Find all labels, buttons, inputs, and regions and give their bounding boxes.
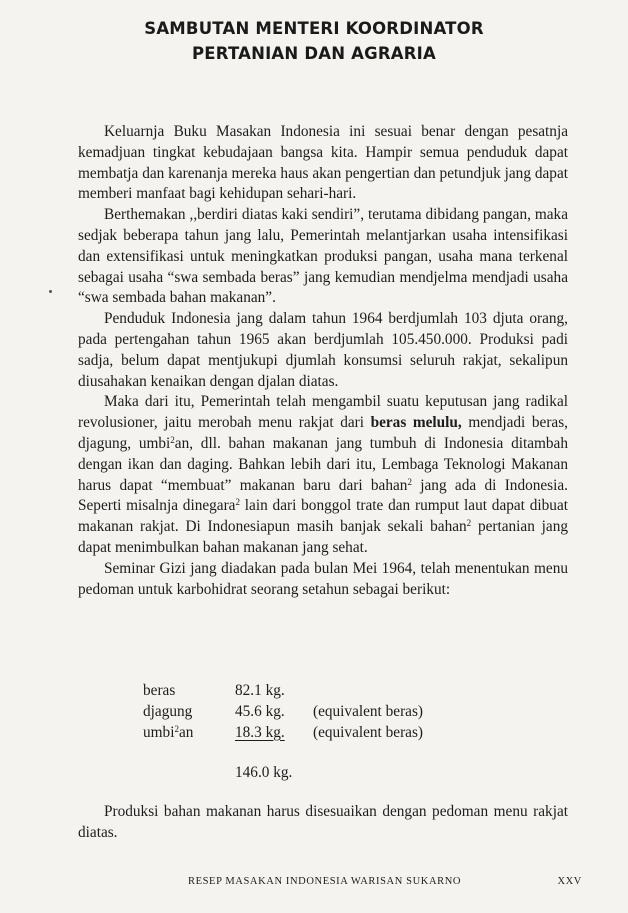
paragraph-2: Berthemakan ,,berdiri diatas kaki sendiri”, terutama dibidang pangan, maka sedjak beberapa tahun jang lalu, Pemerintah melantjarkan usaha intensifikasi dan extensifikasi untuk meningkatkan produksi pangan, usaha mana terkenal sebagai usaha “swa sembada beras” jang kemudian mendjelma mendjadi usaha “swa sembada bahan makanan”. xyxy=(78,206,568,307)
item-note: (equivalent beras) xyxy=(313,723,423,741)
paragraph-1: Keluarnja Buku Masakan Indonesia ini sesuai benar dengan pesatnja kemadjuan tingkat kebudajaan bangsa kita. Hampir semua penduduk dapat membatja dan karenanja mereka haus akan pengertian dan petundjuk jang dapat memberi manfaat bagi kehidupan sehari-hari. xyxy=(78,123,568,203)
item-name: djagung xyxy=(143,702,193,720)
paragraph-4: Maka dari itu, Pemerintah telah mengambil suatu keputusan jang radikal revolusioner, jaitu merobah menu rakjat dari beras melulu, mendjadi beras, djagung, umbi$^2$an, dll. bahan makanan jang tumbuh di Indonesia ditambah dengan ikan dan daging. Bahkan lebih dari itu, Lembaga Teknologi Makanan harus dapat “membuat” makanan baru dari bahan$^2$ jang ada di Indonesia. Seperti misalnja dinegara$^2$ lain dari bonggol trate dan rumput laut dapat dibuat makanan rakjat. Di Indonesiapun masih banjak sekali bahan$^2$ pertanian jang dapat menimbulkan bahan makanan jang sehat. xyxy=(78,393,569,556)
table-row xyxy=(143,681,423,702)
item-name: umbi$^2$an xyxy=(143,723,194,741)
menu-table xyxy=(143,681,423,743)
closing-text xyxy=(78,802,568,844)
running-footer xyxy=(188,876,582,887)
item-amount: 45.6 kg. xyxy=(235,702,285,720)
footer-book-title: RESEP MASAKAN INDONESIA WARISAN SUKARNO xyxy=(188,876,462,887)
item-name: beras xyxy=(143,682,176,699)
page-number: XXV xyxy=(557,876,582,887)
menu-total: 146.0 kg. xyxy=(235,764,293,781)
item-amount: 82.1 kg. xyxy=(235,682,285,699)
item-amount: 18.3 kg. xyxy=(235,723,285,741)
table-row xyxy=(143,702,423,723)
table-row xyxy=(143,723,423,744)
body-text xyxy=(78,122,568,600)
heading-line-1: SAMBUTAN MENTERI KOORDINATOR xyxy=(144,19,484,38)
page-heading xyxy=(0,16,628,66)
item-note: (equivalent beras) xyxy=(313,702,423,720)
bold-phrase: beras melulu, xyxy=(370,414,462,432)
stray-dot xyxy=(49,290,52,293)
heading-line-2: PERTANIAN DAN AGRARIA xyxy=(192,44,436,63)
paragraph-3: Penduduk Indonesia jang dalam tahun 1964 berdjumlah 103 djuta orang, pada pertengahan tahun 1965 akan berdjumlah 105.450.000. Produksi padi sadja, belum dapat mentjukupi djumlah konsumsi seluruh rakjat, sekalipun diusahakan kenaikan dengan djalan diatas. xyxy=(78,310,568,390)
closing-paragraph: Produksi bahan makanan harus disesuaikan dengan pedoman menu rakjat diatas. xyxy=(78,803,568,841)
paragraph-5: Seminar Gizi jang diadakan pada bulan Mei 1964, telah menentukan menu pedoman untuk karbohidrat seorang setahun sebagai berikut: xyxy=(78,559,568,598)
